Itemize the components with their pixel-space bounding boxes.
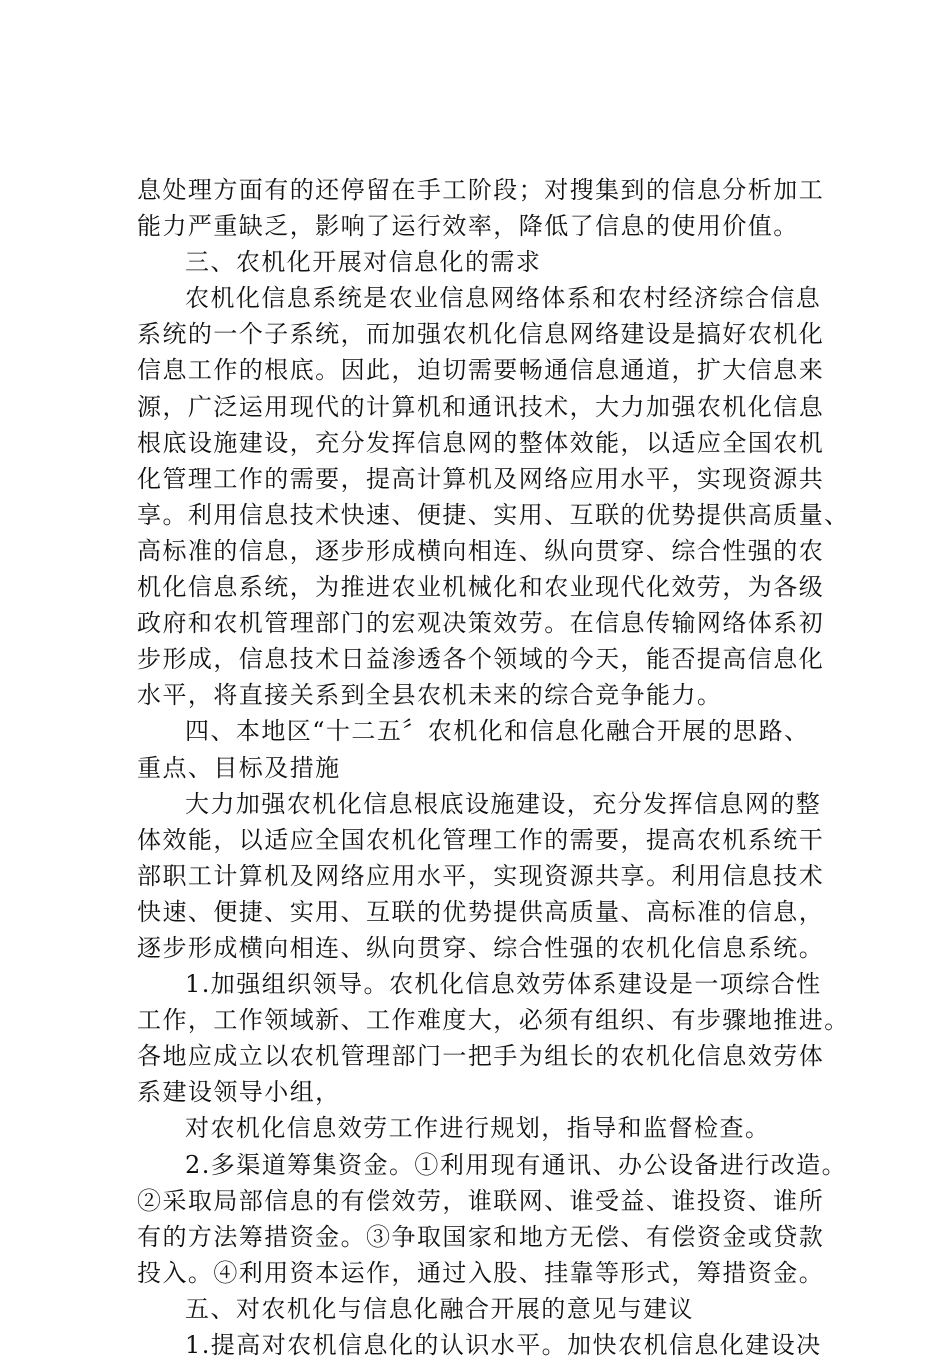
- text-line: 农机化信息系统是农业信息网络体系和农村经济综合信息: [185, 284, 822, 313]
- section-heading-3: 三、农机化开展对信息化的需求: [185, 248, 542, 277]
- text-line: 根底设施建设，充分发挥信息网的整体效能，以适应全国农机: [137, 428, 825, 457]
- text-line: 快速、便捷、实用、互联的优势提供高质量、高标准的信息，: [137, 897, 825, 926]
- text-line: 有的方法筹措资金。③争取国家和地方无偿、有偿资金或贷款: [137, 1222, 825, 1251]
- text-line: ②采取局部信息的有偿效劳，谁联网、谁受益、谁投资、谁所: [137, 1186, 825, 1215]
- list-item-2: 2.多渠道筹集资金。①利用现有通讯、办公设备进行改造。: [185, 1150, 848, 1179]
- text-line: 信息工作的根底。因此，迫切需要畅通信息通道，扩大信息来: [137, 356, 825, 385]
- text-line: 息处理方面有的还停留在手工阶段；对搜集到的信息分析加工: [137, 176, 825, 204]
- text-line: 系建设领导小组，: [137, 1078, 341, 1107]
- body-text: [137, 172, 850, 1363]
- section-heading-4: 四、本地区“十二五〞农机化和信息化融合开展的思路、: [185, 717, 810, 746]
- text-line: 部职工计算机及网络应用水平，实现资源共享。利用信息技术: [137, 861, 825, 890]
- text-line: 享。利用信息技术快速、便捷、实用、互联的优势提供高质量、: [137, 500, 850, 529]
- text-line: 系统的一个子系统，而加强农机化信息网络建设是搞好农机化: [137, 320, 825, 349]
- text-line: 逐步形成横向相连、纵向贯穿、综合性强的农机化信息系统。: [137, 933, 825, 962]
- text-line: 工作，工作领域新、工作难度大，必须有组织、有步骤地推进。: [137, 1006, 850, 1035]
- text-line: 政府和农机管理部门的宏观决策效劳。在信息传输网络体系初: [137, 609, 825, 638]
- section-heading-5: 五、对农机化与信息化融合开展的意见与建议: [185, 1294, 694, 1323]
- text-line: 各地应成立以农机管理部门一把手为组长的农机化信息效劳体: [137, 1042, 825, 1071]
- list-item-1: 1.提高对农机信息化的认识水平。加快农机信息化建设决: [185, 1331, 822, 1359]
- text-line: 水平，将直接关系到全县农机未来的综合竞争能力。: [137, 681, 723, 710]
- text-line: 步形成，信息技术日益渗透各个领域的今天，能否提高信息化: [137, 645, 825, 674]
- text-line: 源，广泛运用现代的计算机和通讯技术，大力加强农机化信息: [137, 392, 825, 421]
- text-line: 化管理工作的需要，提高计算机及网络应用水平，实现资源共: [137, 464, 825, 493]
- text-line: 重点、目标及措施: [137, 753, 341, 782]
- text-line: 高标准的信息，逐步形成横向相连、纵向贯穿、综合性强的农: [137, 536, 825, 565]
- text-line: 体效能，以适应全国农机化管理工作的需要，提高农机系统干: [137, 825, 825, 854]
- text-line: 机化信息系统，为推进农业机械化和农业现代化效劳，为各级: [137, 573, 825, 602]
- list-item-1: 1.加强组织领导。农机化信息效劳体系建设是一项综合性: [185, 970, 822, 999]
- text-line: 对农机化信息效劳工作进行规划，指导和监督检查。: [185, 1114, 771, 1143]
- text-line: 投入。④利用资本运作，通过入股、挂靠等形式，筹措资金。: [137, 1258, 825, 1287]
- text-line: 能力严重缺乏，影响了运行效率，降低了信息的使用价值。: [137, 212, 799, 241]
- text-line: 大力加强农机化信息根底设施建设，充分发挥信息网的整: [185, 789, 822, 818]
